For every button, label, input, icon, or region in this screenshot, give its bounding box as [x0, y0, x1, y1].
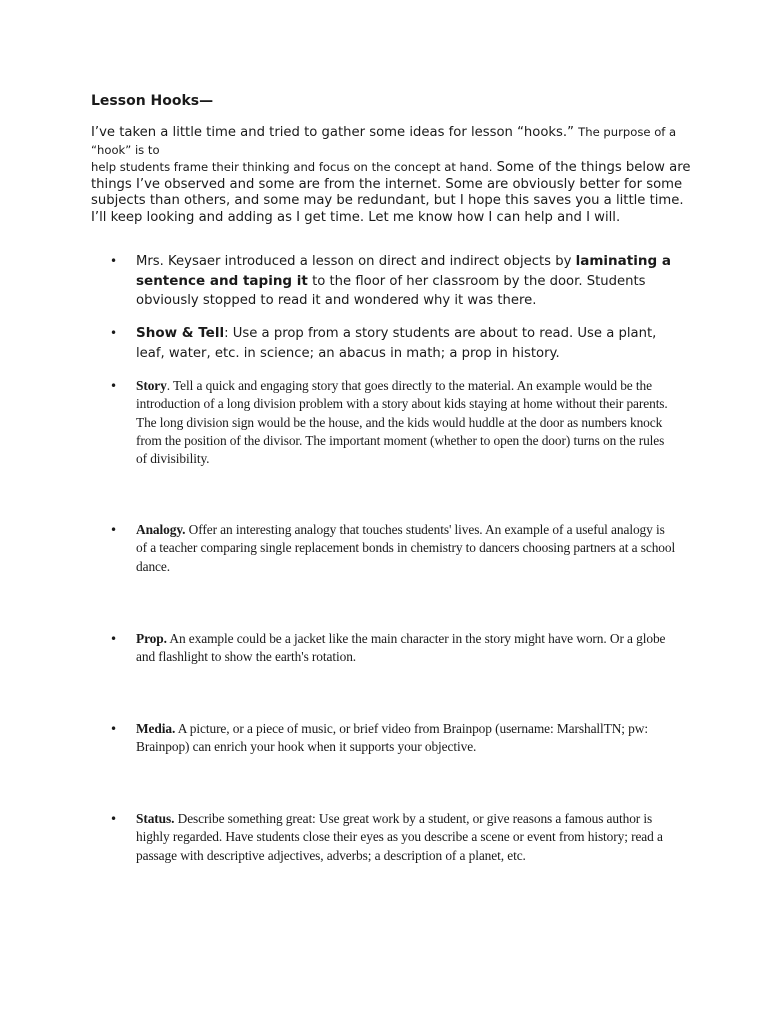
item-text — [136, 720, 676, 757]
item-text — [136, 377, 676, 468]
bullet-icon: • — [110, 254, 118, 268]
intro-purpose-start: The purpose of a “hook” is to — [91, 125, 677, 157]
item-text — [136, 324, 676, 363]
intro-purpose-end: help students frame their thinking and focus on the concept at hand. — [91, 160, 493, 174]
item-heading: Story — [136, 378, 167, 393]
item-body: : Use a prop from a story students are about to read. Use a plant, leaf, water, etc. in science; an abacus in math; a prop in history. — [136, 326, 657, 361]
item-heading: Show & Tell — [136, 325, 225, 341]
item-text — [136, 521, 676, 576]
bullet-icon: • — [110, 379, 118, 393]
item-text — [136, 630, 676, 667]
document-title: Lesson Hooks— — [91, 93, 214, 109]
bullet-icon: • — [110, 326, 118, 340]
intro-sentence: I’ve taken a little time and tried to gather some ideas for lesson “hooks.” — [91, 125, 574, 140]
item-heading: Status. — [136, 811, 175, 826]
item-heading: Analogy. — [136, 522, 186, 537]
item-heading: laminating a sentence and taping it — [136, 253, 671, 289]
bullet-icon: • — [110, 812, 118, 826]
intro-paragraph — [91, 124, 691, 226]
item-text — [136, 252, 676, 311]
bullet-icon: • — [110, 632, 118, 646]
item-heading: Media. — [136, 721, 176, 736]
item-body: Mrs. Keysaer introduced a lesson on direct and indirect objects by — [136, 254, 576, 269]
item-body: to the floor of her classroom by the door. Students obviously stopped to read it and wondered why it was there. — [136, 273, 646, 308]
intro-description: Some of the things below are things I’ve observed and some are from the internet. Some are obviously better for some subjects than others, and some may be redundant, but I hope this saves you a little time. I’ll keep looking and adding as I get time. Let me know how I can help and I will. — [91, 160, 691, 225]
bullet-icon: • — [110, 523, 118, 537]
item-body: A picture, or a piece of music, or brief video from Brainpop (username: MarshallTN; pw: Brainpop) can enrich your hook when it supports your objective. — [136, 721, 648, 755]
item-heading: Prop. — [136, 631, 167, 646]
item-body: An example could be a jacket like the main character in the story might have worn. Or a globe and flashlight to show the earth's rotation. — [136, 631, 666, 665]
item-body: . Tell a quick and engaging story that goes directly to the material. An example would be the introduction of a long division problem with a story about kids staying at home without their parents. The long division sign would be the house, and the kids would huddle at the door as numbers knock from the position of the divisor. The important moment (whether to open the door) turns on the rules of divisibility. — [136, 378, 668, 467]
item-text — [136, 810, 676, 865]
item-body: Offer an interesting analogy that touches students' lives. An example of a useful analogy is of a teacher comparing single replacement bonds in chemistry to dancers choosing partners at a school dance. — [136, 522, 676, 574]
bullet-icon: • — [110, 722, 118, 736]
item-body: Describe something great: Use great work by a student, or give reasons a famous author is highly regarded. Have students close their eyes as you describe a scene or event from history; read a passage with descriptive adjectives, adverbs; a description of a planet, etc. — [136, 811, 663, 863]
